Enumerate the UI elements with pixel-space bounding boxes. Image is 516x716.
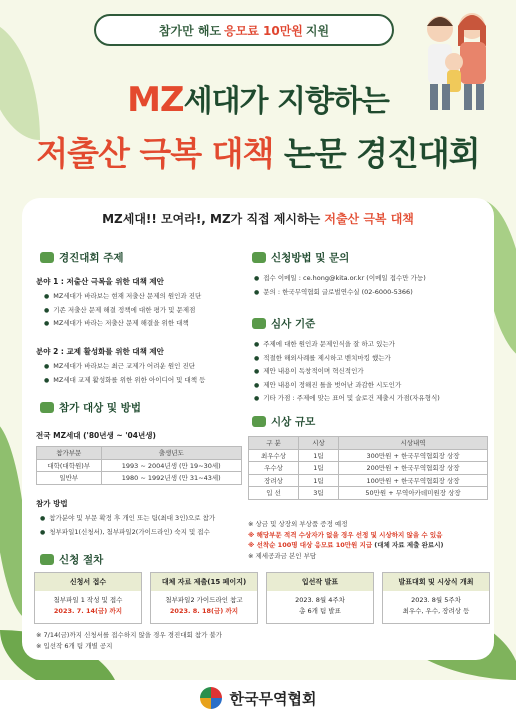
table-cell: 우수상 (249, 462, 299, 475)
table-cell: 1팀 (299, 449, 339, 462)
speech-bubble-icon (40, 402, 54, 413)
table-row (37, 459, 242, 472)
title-l2-green: 논문 경진대회 (283, 134, 480, 173)
step-line: 2023. 8. 18(금) 까지 (169, 607, 239, 615)
step-line: 최우수, 우수, 장려상 등 (402, 607, 470, 615)
step-line: 2023. 8월 4주차 (295, 596, 345, 604)
page-title-line2 (0, 128, 516, 175)
step-line: 첨부파일 1 작성 및 접수 (53, 596, 123, 604)
method-heading: 참가 방법 (36, 499, 68, 508)
step-line: 2023. 7. 14(금) 까지 (53, 607, 123, 615)
award-notes (248, 519, 443, 561)
list-item: ● MZ세대가 바라는 저출산 문제 해결을 위한 대책 (44, 317, 201, 331)
procedure-step (382, 572, 490, 624)
table-cell: 대학(대학원)부 (37, 459, 102, 472)
kita-logo-icon (200, 687, 222, 709)
section-title: 심사 기준 (271, 318, 316, 330)
speech-bubble-icon (252, 416, 266, 427)
note-bold: (대체 자료 제출 완료시) (374, 541, 444, 549)
section-procedure (40, 552, 103, 567)
subtitle (22, 210, 494, 227)
list-item: ● 문의 : 한국무역협회 글로벌연수실 (02-6000-5366) (254, 286, 426, 300)
footnote: ※ 7/14(금)까지 신청서를 접수하지 않을 경우 경진대회 참가 불가 (36, 631, 223, 639)
section-eligibility (40, 400, 141, 415)
procedure-steps (34, 572, 490, 624)
table-cell: 일반부 (37, 472, 102, 485)
page-title-line1 (0, 76, 516, 120)
title-mz: MZ (127, 80, 184, 120)
section-apply (252, 250, 349, 265)
field-2-heading: 분야 2 : 교제 활성화를 위한 대책 제안 (36, 347, 164, 356)
section-title: 신청 절차 (59, 554, 104, 566)
org-name: 한국무역협회 (229, 689, 317, 708)
banner-highlight: 응모료 10만원 (224, 23, 303, 38)
note: ※ 상금 및 상장외 부상품 증정 예정 (248, 520, 348, 528)
step-title: 신청서 접수 (35, 573, 141, 591)
banner-post: 지원 (305, 23, 330, 38)
table-cell: 300만원 + 한국무역협회장 상장 (339, 449, 488, 462)
speech-bubble-icon (252, 318, 266, 329)
table-cell: 입 선 (249, 487, 299, 500)
step-title: 입선작 발표 (267, 573, 373, 591)
field-2-list (44, 360, 205, 387)
list-item: ● 접수 이메일 : ce.hong@kita.or.kr (이메일 접수만 가능) (254, 272, 426, 286)
list-item: ● MZ세대가 바라보는 최근 교제가 어려운 원인 진단 (44, 360, 205, 374)
banner-pre: 참가만 해도 (158, 23, 222, 38)
table-cell: 최우수상 (249, 449, 299, 462)
footnote: ※ 입선작 6개 팀 개별 공지 (36, 642, 113, 650)
list-item: ● MZ세대 교제 활성화를 위한 위한 아이디어 및 대책 등 (44, 374, 205, 388)
list-item: ● 제안 내용이 독창적이며 혁신적인가 (254, 365, 440, 379)
subtitle-b: 저출산 극복 대책 (324, 212, 414, 226)
procedure-step (34, 572, 142, 624)
procedure-footnotes (36, 630, 222, 652)
footer (0, 680, 516, 716)
awards-table (248, 436, 488, 500)
section-title: 시상 규모 (271, 416, 316, 428)
table-row (249, 449, 488, 462)
target-label: 전국 MZ세대 ('80년생 ~ '04년생) (36, 431, 156, 440)
table-row (249, 487, 488, 500)
table-cell: 100만원 + 한국무역협회장 상장 (339, 474, 488, 487)
note-highlight: ※ 선착순 100명 대상 응모료 10만원 지급 (248, 541, 373, 549)
list-item: ● 주제에 대한 원인과 문제인식을 잘 하고 있는가 (254, 338, 440, 352)
field-1-list (44, 290, 201, 331)
step-title: 발표대회 및 시상식 개최 (383, 573, 489, 591)
promo-banner (94, 14, 394, 46)
section-title: 경진대회 주제 (59, 252, 124, 264)
subtitle-a: MZ세대!! 모여라!, MZ가 직접 제시하는 (102, 212, 321, 226)
list-item: ● 기타 가점 : 주제에 맞는 표어 및 슬로건 제출시 가점(자유형식) (254, 392, 440, 406)
title-l2-red: 저출산 극복 대책 (36, 134, 274, 173)
list-item: ● 참가분야 및 부문 확정 후 개인 또는 팀(최대 3인)으로 참가 (40, 512, 215, 526)
step-line: 첨부파일2 가이드라인 참고 (165, 596, 243, 604)
note: ※ 제세공과금 본인 부담 (248, 551, 317, 560)
eligibility-table (36, 446, 242, 485)
table-header: 시상 (299, 437, 339, 450)
table-header: 시상내역 (339, 437, 488, 450)
title-l1-rest: 세대가 지향하는 (183, 84, 389, 119)
list-item: ● 기존 저출산 문제 해결 정책에 대한 평가 및 문제점 (44, 304, 201, 318)
method-list (40, 512, 215, 539)
table-cell: 1980 ~ 1992년생 (만 31~43세) (101, 472, 242, 485)
list-item: ● 제안 내용이 정해진 틀을 벗어난 과감한 시도인가 (254, 379, 440, 393)
section-title: 참가 대상 및 방법 (59, 402, 141, 414)
table-cell: 장려상 (249, 474, 299, 487)
table-cell: 1팀 (299, 462, 339, 475)
procedure-step (266, 572, 374, 624)
speech-bubble-icon (40, 252, 54, 263)
section-criteria (252, 316, 315, 331)
note: ※ 해당부문 적격 수상자가 없을 경우 선정 및 시상하지 않을 수 있음 (248, 530, 443, 539)
table-cell: 1993 ~ 2004년생 (만 19~30세) (101, 459, 242, 472)
list-item: ● 적절한 해외사례를 제시하고 벤치마킹 했는가 (254, 352, 440, 366)
step-line: 총 6개 팀 발표 (299, 607, 341, 615)
section-topic (40, 250, 124, 265)
procedure-step (150, 572, 258, 624)
note (248, 540, 443, 551)
speech-bubble-icon (252, 252, 266, 263)
speech-bubble-icon (40, 554, 54, 565)
step-title: 대체 자료 제출(15 페이지) (151, 573, 257, 591)
field-1-heading: 분야 1 : 저출산 극복을 위한 대책 제안 (36, 277, 164, 286)
table-header: 참가부문 (37, 447, 102, 460)
list-item: ● 청부파일1(신청서), 첨부파일2(가이드라인) 숙지 및 접수 (40, 526, 215, 540)
table-cell: 1팀 (299, 474, 339, 487)
table-header: 구 분 (249, 437, 299, 450)
table-row (37, 472, 242, 485)
section-awards (252, 414, 315, 429)
step-line: 2023. 8월 5주차 (411, 596, 461, 604)
criteria-list (254, 338, 440, 406)
table-row (249, 462, 488, 475)
table-cell: 200만원 + 한국무역협회장 상장 (339, 462, 488, 475)
table-cell: 50만원 + 무역아카데미원장 상장 (339, 487, 488, 500)
table-header: 출생년도 (101, 447, 242, 460)
table-cell: 3팀 (299, 487, 339, 500)
apply-list (254, 272, 426, 299)
section-title: 신청방법 및 문의 (271, 252, 350, 264)
table-row (249, 474, 488, 487)
list-item: ● MZ세대가 바라보는 현재 저출산 문제의 원인과 진단 (44, 290, 201, 304)
